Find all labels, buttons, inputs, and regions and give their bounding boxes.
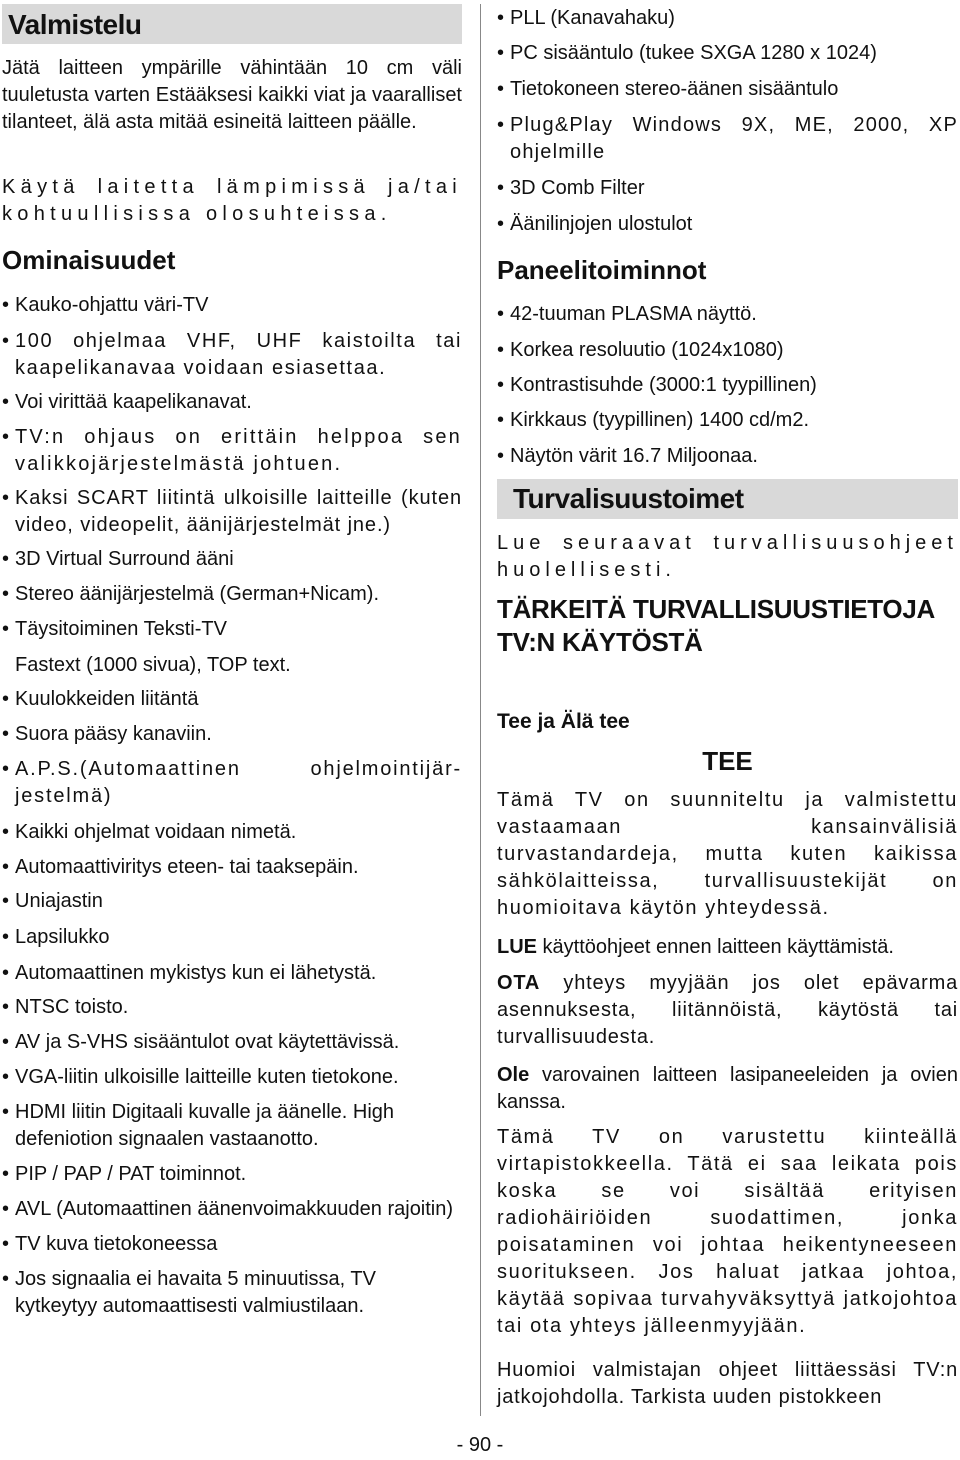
list-item: • TV kuva tietokoneessa	[2, 1233, 218, 1255]
list-item: • PLL (Kanavahaku)	[497, 7, 675, 29]
tee-heading: TEE	[702, 746, 753, 776]
list-item: • Voi virittää kaapelikanavat.	[2, 391, 252, 413]
list-item: • HDMI liitin Digitaali kuvalle ja äänelle. High defeniotion signaalen vastaanotto.	[2, 1101, 395, 1150]
features-continued-list	[497, 5, 958, 238]
paragraph-fixed-plug: Tämä TV on varustettu kiinteällä virtapistokkeella. Tätä ei saa leikata pois koska se voi sisältää erityisen radiohäiriöiden suodattimen, jonka poisataminen voi johtaa heikentyneeseen suoritukseen. Jos haluat jatkaa johtoa, käytää sopivaa turvahyväksyttyä jatkojohtoa tai ota yhteys jälleenmyyjään.	[497, 1126, 958, 1337]
list-item: • Stereo äänijärjestelmä (German+Nicam).	[2, 583, 380, 605]
paragraph-safety-standards: Tämä TV on suunniteltu ja valmistettu vastaamaan kansainvälisiä turvastandardeja, mutta kuten kaikissa sähkölaitteissa, turvallisuustekijät on huomioitava käytön yhteydessä.	[497, 789, 958, 919]
paragraph-contact-dealer: OTA yhteys myyjään jos olet epävarma asennuksesta, liitännöistä, käytöstä tai turvallisuudesta.	[497, 972, 958, 1048]
section-title-turvalisuustoimet: Turvalisuustoimet	[497, 479, 958, 519]
do-and-dont-title: Tee ja Älä tee	[497, 710, 630, 733]
list-item: • Kirkkaus (tyypillinen) 1400 cd/m2.	[497, 409, 810, 431]
list-item: • Automaattinen mykistys kun ei lähetystä.	[2, 962, 377, 984]
list-item: • Äänilinjojen ulostulot	[497, 213, 693, 235]
list-item: • Automaattiviritys eteen- tai taaksepäin.	[2, 856, 359, 878]
keyword-lue: LUE	[497, 936, 537, 958]
list-item: • AV ja S-VHS sisääntulot ovat käytettävissä.	[2, 1031, 400, 1053]
list-item: • Täysitoiminen Teksti-TV	[2, 618, 227, 640]
section-title-ominaisuudet: Ominaisuudet	[2, 245, 176, 275]
list-item: • Kuulokkeiden liitäntä	[2, 688, 199, 710]
paragraph-read-manual: LUE käyttöohjeet ennen laitteen käyttämistä.	[497, 936, 894, 958]
section-title-valmistelu: Valmistelu	[2, 4, 462, 44]
list-item: • Korkea resoluutio (1024x1080)	[497, 339, 784, 361]
list-item: • PIP / PAP / PAT toiminnot.	[2, 1163, 247, 1185]
list-item: • VGA-liitin ulkoisille laitteille kuten tietokone.	[2, 1066, 399, 1088]
list-item: • Jos signaalia ei havaita 5 minuutissa, TV kytkeytyy automaattisesti valmiustilaan.	[2, 1268, 376, 1317]
list-item: • 42-tuuman PLASMA näyttö.	[497, 303, 757, 325]
list-item: • Kontrastisuhde (3000:1 tyypillinen)	[497, 374, 817, 396]
list-item: • A.P.S.(Automaattinen ohjelmointijär-jestelmä)	[2, 758, 462, 807]
list-item: • PC sisääntulo (tukee SXGA 1280 x 1024)	[497, 42, 877, 64]
list-item: • NTSC toisto.	[2, 996, 129, 1018]
column-divider	[480, 4, 481, 1416]
list-item: • Suora pääsy kanaviin.	[2, 723, 212, 745]
list-item: • Lapsilukko	[2, 926, 110, 948]
list-item: • Tietokoneen stereo-äänen sisääntulo	[497, 78, 839, 100]
list-item: • AVL (Automaattinen äänenvoimakkuuden rajoitin)	[2, 1198, 454, 1220]
section-title-paneelitoiminnot: Paneelitoiminnot	[497, 255, 707, 285]
list-item: • Näytön värit 16.7 Miljoonaa.	[497, 445, 758, 467]
list-item: • Uniajastin	[2, 890, 103, 912]
list-item: • 3D Virtual Surround ääni	[2, 548, 234, 570]
list-item: • 3D Comb Filter	[497, 177, 645, 199]
list-item: • Kaikki ohjelmat voidaan nimetä.	[2, 821, 297, 843]
paragraph-glass-panels: Ole varovainen laitteen lasipaneeleiden ja ovien kanssa.	[497, 1064, 958, 1113]
safety-intro-paragraph: Lue seuraavat turvallisuusohjeet huolellisesti.	[497, 532, 958, 581]
panel-features-list	[497, 301, 958, 470]
usage-conditions-paragraph: Käytä laitetta lämpimissä ja/tai kohtuullisissa olosuhteissa.	[2, 176, 462, 225]
keyword-ole: Ole	[497, 1064, 530, 1086]
list-item: • TV:n ohjaus on erittäin helppoa sen valikkojärjestelmästä johtuen.	[2, 426, 462, 475]
features-list	[2, 292, 462, 1320]
list-item: • Plug&Play Windows 9X, ME, 2000, XP ohjelmille	[497, 114, 958, 163]
keyword-ota: OTA	[497, 972, 541, 994]
page-number: - 90 -	[456, 1434, 504, 1456]
list-item-noBullet: Fastext (1000 sivua), TOP text.	[15, 654, 291, 676]
list-item: • Kauko-ohjattu väri-TV	[2, 294, 209, 316]
list-item: • 100 ohjelmaa VHF, UHF kaistoilta tai kaapelikanavaa voidaan esiasettaa.	[2, 330, 462, 379]
paragraph-extension-cord: Huomioi valmistajan ohjeet liittäessäsi TV:n jatkojohdolla. Tarkista uuden pistokkeen	[497, 1359, 958, 1408]
intro-paragraph: Jätä laitteen ympärille vähintään 10 cm väli tuuletusta varten Estääksesi kaikki viat ja vaaralliset tilanteet, älä asta mitää esineitä laitteen päälle.	[2, 57, 462, 133]
list-item: • Kaksi SCART liitintä ulkoisille laitteille (kuten video, videopelit, äänijärjestelmät jne.)	[2, 487, 462, 536]
important-safety-title: TÄRKEITÄ TURVALLISUUSTIETOJA TV:N KÄYTÖSTÄ	[497, 594, 934, 657]
